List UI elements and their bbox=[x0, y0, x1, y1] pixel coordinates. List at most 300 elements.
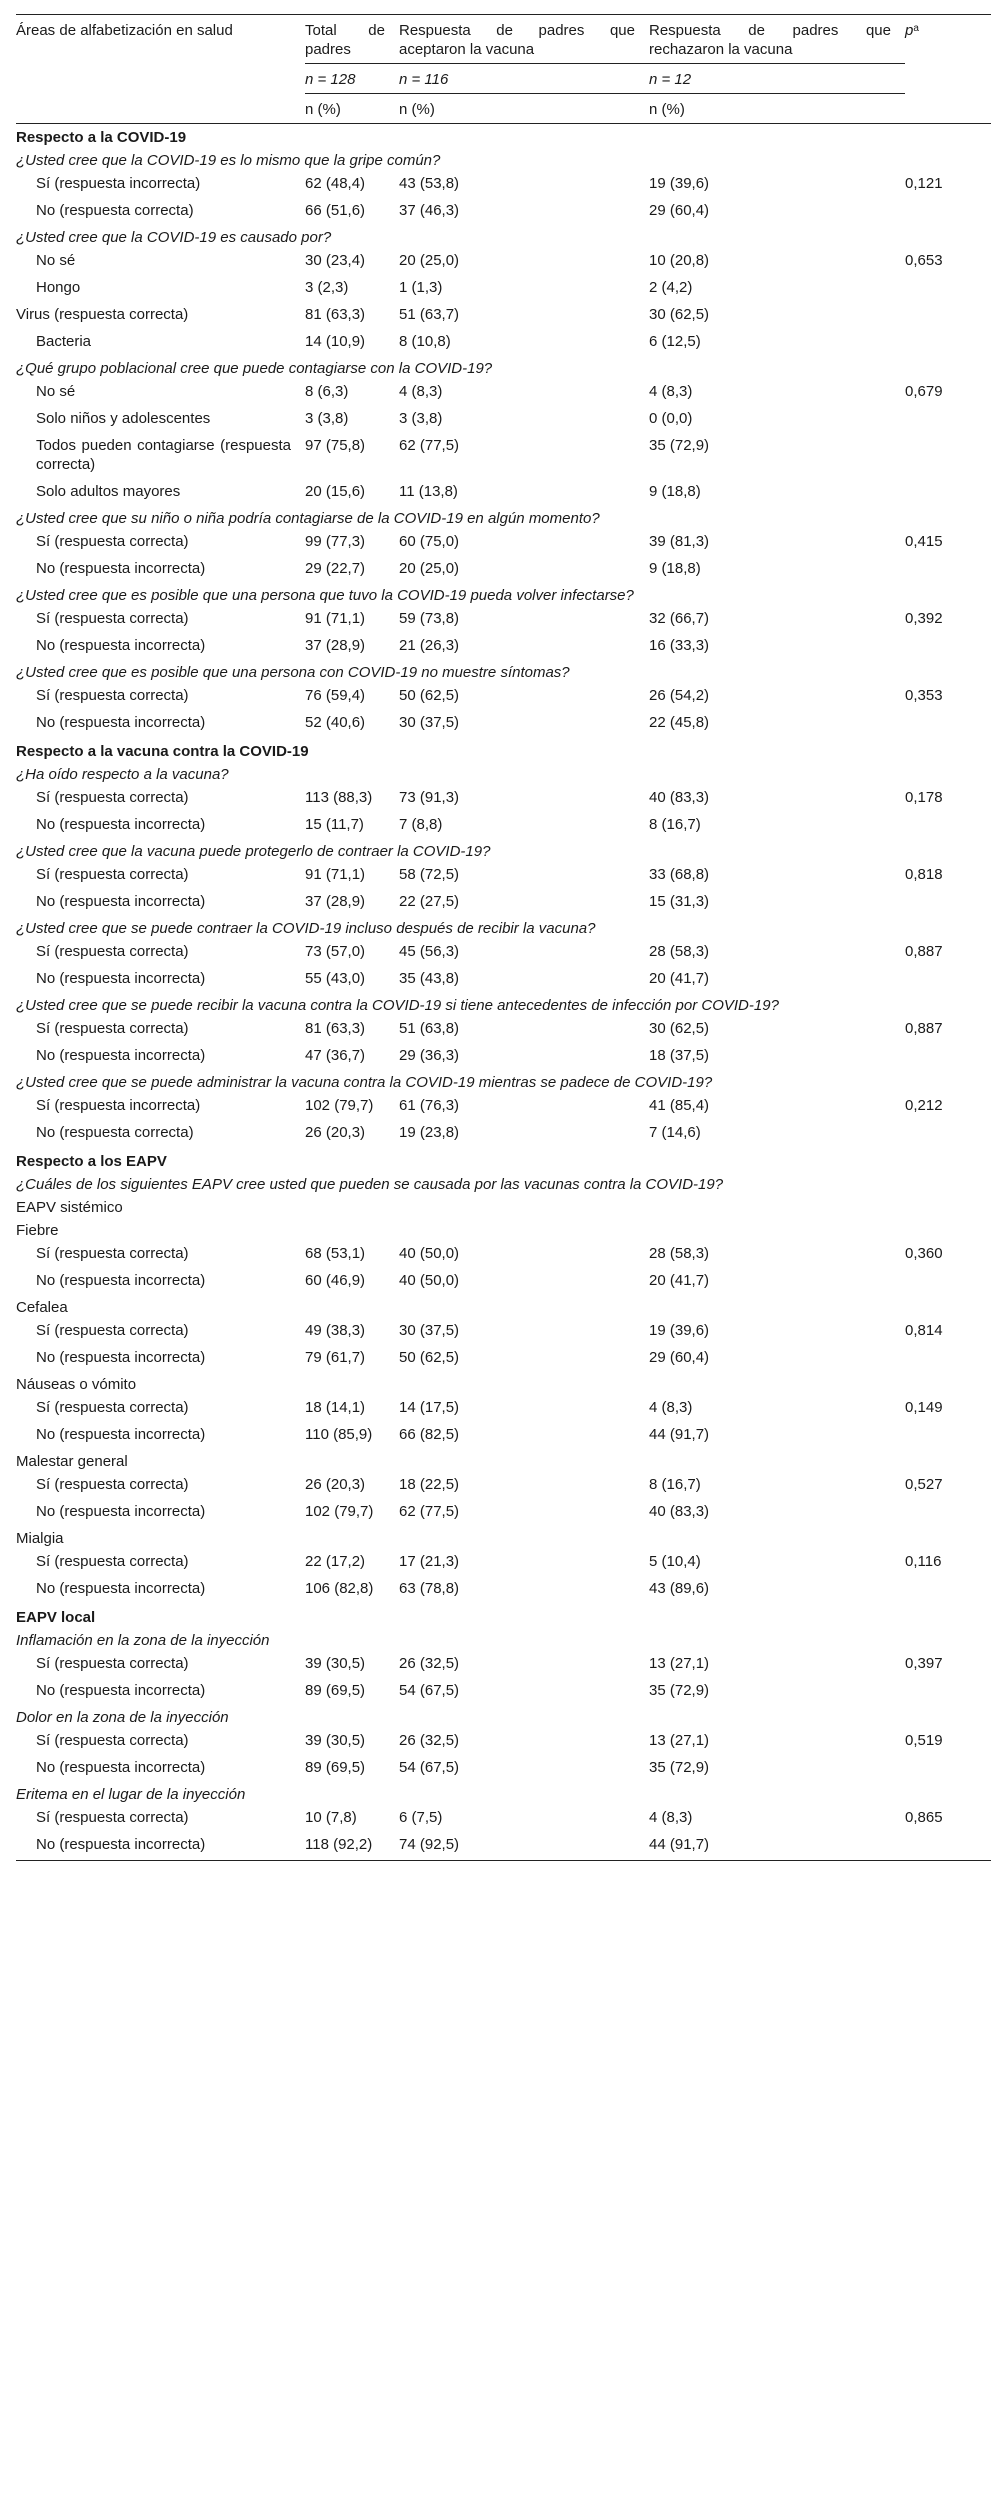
question-text: ¿Usted cree que su niño o niña podría contagiarse de la COVID-19 en algún momento? bbox=[16, 510, 600, 527]
answer-label: Sí (respuesta correcta) bbox=[36, 1399, 189, 1416]
table-row bbox=[16, 199, 991, 226]
question-text: ¿Usted cree que se puede contraer la COVID-19 incluso después de recibir la vacuna? bbox=[16, 920, 596, 937]
cell-reject: 26 (54,2) bbox=[649, 687, 710, 704]
cell-accept: 8 (10,8) bbox=[399, 333, 451, 350]
answer-label: Sí (respuesta correcta) bbox=[36, 1020, 189, 1037]
cell-reject: 8 (16,7) bbox=[649, 816, 701, 833]
answer-label: No sé bbox=[36, 383, 76, 400]
section-row bbox=[16, 738, 991, 763]
cell-total: 79 (61,7) bbox=[305, 1349, 366, 1366]
table-row bbox=[16, 1550, 991, 1577]
cell-total: 20 (15,6) bbox=[305, 483, 366, 500]
answer-label: No (respuesta incorrecta) bbox=[36, 893, 206, 910]
question-text: Eritema en el lugar de la inyección bbox=[16, 1786, 246, 1803]
cell-p-value bbox=[905, 1269, 991, 1296]
cell-reject: 15 (31,3) bbox=[649, 893, 710, 910]
cell-accept: 20 (25,0) bbox=[399, 560, 460, 577]
question-text: ¿Qué grupo poblacional cree que puede contagiarse con la COVID-19? bbox=[16, 360, 493, 377]
table-row bbox=[16, 863, 991, 890]
answer-label: No (respuesta incorrecta) bbox=[36, 1759, 206, 1776]
subgroup-row bbox=[16, 1296, 991, 1319]
cell-accept: 40 (50,0) bbox=[399, 1245, 460, 1262]
question-row bbox=[16, 994, 991, 1017]
cell-total: 89 (69,5) bbox=[305, 1682, 366, 1699]
cell-total: 102 (79,7) bbox=[305, 1503, 374, 1520]
cell-p-value: 0,149 bbox=[905, 1399, 943, 1416]
answer-label: No (respuesta incorrecta) bbox=[36, 1047, 206, 1064]
answer-label: No sé bbox=[36, 252, 76, 269]
cell-p-value: 0,360 bbox=[905, 1245, 943, 1262]
cell-total: 89 (69,5) bbox=[305, 1759, 366, 1776]
subgroup-row bbox=[16, 1450, 991, 1473]
cell-total: 30 (23,4) bbox=[305, 252, 366, 269]
cell-reject: 28 (58,3) bbox=[649, 943, 710, 960]
question-row bbox=[16, 507, 991, 530]
question-row bbox=[16, 357, 991, 380]
cell-accept: 60 (75,0) bbox=[399, 533, 460, 550]
cell-p-value bbox=[905, 557, 991, 584]
cell-total: 52 (40,6) bbox=[305, 714, 366, 731]
cell-total: 97 (75,8) bbox=[305, 437, 366, 454]
answer-label: No (respuesta incorrecta) bbox=[36, 1272, 206, 1289]
cell-p-value: 0,887 bbox=[905, 943, 943, 960]
subgroup-label: EAPV sistémico bbox=[16, 1199, 123, 1216]
cell-p-value: 0,865 bbox=[905, 1809, 943, 1826]
cell-reject: 22 (45,8) bbox=[649, 714, 710, 731]
cell-reject: 40 (83,3) bbox=[649, 1503, 710, 1520]
cell-total: 3 (3,8) bbox=[305, 410, 349, 427]
table-row bbox=[16, 1473, 991, 1500]
cell-p-value bbox=[905, 276, 991, 303]
cell-total: 10 (7,8) bbox=[305, 1809, 357, 1826]
cell-total: 37 (28,9) bbox=[305, 893, 366, 910]
header-areas: Áreas de alfabetización en salud bbox=[16, 15, 305, 64]
cell-reject: 18 (37,5) bbox=[649, 1047, 710, 1064]
cell-total: 73 (57,0) bbox=[305, 943, 366, 960]
table-row bbox=[16, 890, 991, 917]
section-row bbox=[16, 1148, 991, 1173]
answer-label: No (respuesta correcta) bbox=[36, 1124, 194, 1141]
cell-total: 29 (22,7) bbox=[305, 560, 366, 577]
cell-reject: 4 (8,3) bbox=[649, 1809, 693, 1826]
question-text: ¿Usted cree que la COVID-19 es causado por? bbox=[16, 229, 332, 246]
cell-accept: 63 (78,8) bbox=[399, 1580, 460, 1597]
cell-p-value bbox=[905, 890, 991, 917]
table-row bbox=[16, 1806, 991, 1833]
table-row bbox=[16, 684, 991, 711]
table-row bbox=[16, 1017, 991, 1044]
table-row bbox=[16, 434, 991, 480]
cell-accept: 50 (62,5) bbox=[399, 687, 460, 704]
question-text: ¿Ha oído respecto a la vacuna? bbox=[16, 766, 229, 783]
health-literacy-table bbox=[16, 14, 991, 1861]
table-row bbox=[16, 249, 991, 276]
cell-accept: 59 (73,8) bbox=[399, 610, 460, 627]
cell-reject: 44 (91,7) bbox=[649, 1426, 710, 1443]
section-title: Respecto a la vacuna contra la COVID-19 bbox=[16, 743, 309, 760]
header-p bbox=[905, 15, 991, 64]
cell-p-value bbox=[905, 967, 991, 994]
cell-accept: 54 (67,5) bbox=[399, 1682, 460, 1699]
table-header bbox=[16, 15, 991, 124]
subgroup-label: Náuseas o vómito bbox=[16, 1376, 137, 1393]
cell-accept: 18 (22,5) bbox=[399, 1476, 460, 1493]
table-row bbox=[16, 407, 991, 434]
cell-p-value: 0,818 bbox=[905, 866, 943, 883]
table-row bbox=[16, 480, 991, 507]
cell-total: 49 (38,3) bbox=[305, 1322, 366, 1339]
header-pct-accept: n (%) bbox=[399, 94, 649, 124]
cell-p-value bbox=[905, 1044, 991, 1071]
subgroup-label: Malestar general bbox=[16, 1453, 128, 1470]
table-row bbox=[16, 303, 991, 330]
cell-reject: 39 (81,3) bbox=[649, 533, 710, 550]
table-row bbox=[16, 1269, 991, 1296]
answer-label: Todos pueden contagiarse (respuesta correcta) bbox=[36, 437, 291, 473]
cell-total: 113 (88,3) bbox=[305, 789, 373, 806]
cell-accept: 51 (63,7) bbox=[399, 306, 460, 323]
table-row bbox=[16, 1729, 991, 1756]
table-container bbox=[16, 0, 992, 1861]
header-blank-1 bbox=[16, 64, 305, 94]
cell-reject: 2 (4,2) bbox=[649, 279, 693, 296]
subgroup-label: Cefalea bbox=[16, 1299, 68, 1316]
table-row bbox=[16, 380, 991, 407]
cell-accept: 43 (53,8) bbox=[399, 175, 460, 192]
cell-accept: 14 (17,5) bbox=[399, 1399, 460, 1416]
cell-p-value: 0,116 bbox=[905, 1553, 942, 1570]
cell-accept: 7 (8,8) bbox=[399, 816, 443, 833]
answer-label: Sí (respuesta correcta) bbox=[36, 1245, 189, 1262]
cell-accept: 54 (67,5) bbox=[399, 1759, 460, 1776]
table-row bbox=[16, 1346, 991, 1373]
cell-total: 62 (48,4) bbox=[305, 175, 366, 192]
cell-total: 76 (59,4) bbox=[305, 687, 366, 704]
cell-total: 8 (6,3) bbox=[305, 383, 349, 400]
cell-reject: 7 (14,6) bbox=[649, 1124, 701, 1141]
cell-p-value bbox=[905, 1121, 991, 1148]
cell-accept: 20 (25,0) bbox=[399, 252, 460, 269]
cell-total: 18 (14,1) bbox=[305, 1399, 366, 1416]
cell-reject: 0 (0,0) bbox=[649, 410, 693, 427]
cell-total: 22 (17,2) bbox=[305, 1553, 366, 1570]
cell-total: 102 (79,7) bbox=[305, 1097, 374, 1114]
question-row bbox=[16, 840, 991, 863]
subgroup-label: Fiebre bbox=[16, 1222, 59, 1239]
cell-p-value bbox=[905, 634, 991, 661]
cell-accept: 45 (56,3) bbox=[399, 943, 460, 960]
answer-label: Sí (respuesta correcta) bbox=[36, 1476, 189, 1493]
answer-label: No (respuesta incorrecta) bbox=[16, 1833, 305, 1861]
cell-accept: 21 (26,3) bbox=[399, 637, 460, 654]
cell-accept: 1 (1,3) bbox=[399, 279, 443, 296]
header-n-accept: n = 116 bbox=[399, 64, 649, 94]
cell-accept: 3 (3,8) bbox=[399, 410, 443, 427]
answer-label: No (respuesta incorrecta) bbox=[36, 816, 206, 833]
answer-label: Virus (respuesta correcta) bbox=[16, 306, 189, 323]
header-accept: Respuesta de padres que aceptaron la vacuna bbox=[399, 15, 649, 64]
table-row bbox=[16, 786, 991, 813]
table-row bbox=[16, 1577, 991, 1604]
header-pct-total: n (%) bbox=[305, 94, 399, 124]
question-text: ¿Usted cree que la COVID-19 es lo mismo que la gripe común? bbox=[16, 152, 441, 169]
cell-accept: 62 (77,5) bbox=[399, 437, 460, 454]
cell-accept: 37 (46,3) bbox=[399, 202, 460, 219]
answer-label: Sí (respuesta correcta) bbox=[36, 1655, 189, 1672]
question-row bbox=[16, 917, 991, 940]
cell-reject: 32 (66,7) bbox=[649, 610, 710, 627]
cell-reject: 30 (62,5) bbox=[649, 306, 710, 323]
answer-label: No (respuesta incorrecta) bbox=[36, 1426, 206, 1443]
cell-accept: 61 (76,3) bbox=[399, 1097, 460, 1114]
table-row bbox=[16, 813, 991, 840]
cell-accept: 19 (23,8) bbox=[399, 1124, 460, 1141]
cell-reject: 5 (10,4) bbox=[649, 1553, 701, 1570]
cell-reject: 4 (8,3) bbox=[649, 1399, 693, 1416]
cell-reject: 9 (18,8) bbox=[649, 483, 701, 500]
question-row bbox=[16, 763, 991, 786]
section-title: EAPV local bbox=[16, 1609, 96, 1626]
cell-accept: 50 (62,5) bbox=[399, 1349, 460, 1366]
answer-label: Solo niños y adolescentes bbox=[36, 410, 211, 427]
answer-label: No (respuesta incorrecta) bbox=[36, 1580, 206, 1597]
cell-total: 26 (20,3) bbox=[305, 1476, 366, 1493]
answer-label: Sí (respuesta correcta) bbox=[36, 789, 189, 806]
subgroup-row bbox=[16, 1219, 991, 1242]
cell-accept: 66 (82,5) bbox=[399, 1426, 460, 1443]
cell-total: 14 (10,9) bbox=[305, 333, 366, 350]
answer-label: Solo adultos mayores bbox=[36, 483, 181, 500]
cell-total: 60 (46,9) bbox=[305, 1272, 366, 1289]
cell-reject: 28 (58,3) bbox=[649, 1245, 710, 1262]
cell-reject: 13 (27,1) bbox=[649, 1655, 710, 1672]
cell-accept: 22 (27,5) bbox=[399, 893, 460, 910]
cell-reject: 35 (72,9) bbox=[649, 1759, 710, 1776]
cell-reject: 35 (72,9) bbox=[649, 437, 710, 454]
question-text: ¿Cuáles de los siguientes EAPV cree usted que pueden se causada por las vacunas contra la COVID-19? bbox=[16, 1176, 724, 1193]
cell-total: 106 (82,8) bbox=[305, 1580, 374, 1597]
header-n-reject: n = 12 bbox=[649, 64, 905, 94]
cell-accept: 51 (63,8) bbox=[399, 1020, 460, 1037]
cell-total: 15 (11,7) bbox=[305, 816, 364, 833]
cell-p-value bbox=[905, 1833, 991, 1861]
section-title: Respecto a los EAPV bbox=[16, 1153, 167, 1170]
cell-reject: 4 (8,3) bbox=[649, 383, 693, 400]
answer-label: Sí (respuesta incorrecta) bbox=[36, 1097, 201, 1114]
cell-reject: 6 (12,5) bbox=[649, 333, 701, 350]
question-row bbox=[16, 584, 991, 607]
section-row bbox=[16, 124, 991, 150]
cell-p-value bbox=[905, 711, 991, 738]
cell-total: 66 (51,6) bbox=[305, 202, 366, 219]
answer-label: Sí (respuesta correcta) bbox=[36, 1322, 189, 1339]
cell-accept: 30 (37,5) bbox=[399, 714, 460, 731]
cell-accept: 74 (92,5) bbox=[399, 1833, 649, 1861]
answer-label: No (respuesta correcta) bbox=[36, 202, 194, 219]
cell-accept: 29 (36,3) bbox=[399, 1047, 460, 1064]
question-text: ¿Usted cree que la vacuna puede protegerlo de contraer la COVID-19? bbox=[16, 843, 491, 860]
table-row bbox=[16, 1242, 991, 1269]
cell-accept: 26 (32,5) bbox=[399, 1732, 460, 1749]
question-text: ¿Usted cree que se puede administrar la vacuna contra la COVID-19 mientras se padece de COVID-19? bbox=[16, 1074, 713, 1091]
table-row bbox=[16, 1756, 991, 1783]
cell-reject: 41 (85,4) bbox=[649, 1097, 710, 1114]
answer-label: No (respuesta incorrecta) bbox=[36, 1682, 206, 1699]
cell-reject: 43 (89,6) bbox=[649, 1580, 710, 1597]
section-title: Respecto a la COVID-19 bbox=[16, 129, 187, 146]
cell-total: 118 (92,2) bbox=[305, 1833, 399, 1861]
cell-p-value: 0,178 bbox=[905, 789, 943, 806]
cell-p-value: 0,814 bbox=[905, 1322, 943, 1339]
cell-accept: 6 (7,5) bbox=[399, 1809, 443, 1826]
table-row bbox=[16, 1094, 991, 1121]
cell-reject: 40 (83,3) bbox=[649, 789, 710, 806]
answer-label: No (respuesta incorrecta) bbox=[36, 714, 206, 731]
cell-p-value bbox=[905, 1423, 991, 1450]
cell-accept: 73 (91,3) bbox=[399, 789, 460, 806]
table-row bbox=[16, 711, 991, 738]
header-reject: Respuesta de padres que rechazaron la vacuna bbox=[649, 15, 905, 64]
cell-reject: 35 (72,9) bbox=[649, 1682, 710, 1699]
table-row bbox=[16, 530, 991, 557]
cell-accept: 30 (37,5) bbox=[399, 1322, 460, 1339]
cell-reject: 13 (27,1) bbox=[649, 1732, 710, 1749]
cell-p-value bbox=[905, 330, 991, 357]
table-row bbox=[16, 1121, 991, 1148]
cell-reject: 19 (39,6) bbox=[649, 175, 710, 192]
cell-p-value bbox=[905, 1577, 991, 1604]
cell-accept: 17 (21,3) bbox=[399, 1553, 460, 1570]
answer-label: Sí (respuesta correcta) bbox=[36, 610, 189, 627]
table-row bbox=[16, 1319, 991, 1346]
table-row bbox=[16, 557, 991, 584]
cell-p-value: 0,212 bbox=[905, 1097, 943, 1114]
cell-accept: 26 (32,5) bbox=[399, 1655, 460, 1672]
cell-p-value bbox=[905, 1756, 991, 1783]
table-row bbox=[16, 607, 991, 634]
table-row bbox=[16, 967, 991, 994]
cell-p-value: 0,121 bbox=[905, 175, 943, 192]
cell-total: 26 (20,3) bbox=[305, 1124, 366, 1141]
question-row bbox=[16, 1783, 991, 1806]
question-text: ¿Usted cree que es posible que una persona con COVID-19 no muestre síntomas? bbox=[16, 664, 570, 681]
cell-reject: 9 (18,8) bbox=[649, 560, 701, 577]
answer-label: No (respuesta incorrecta) bbox=[36, 560, 206, 577]
cell-total: 55 (43,0) bbox=[305, 970, 366, 987]
cell-reject: 30 (62,5) bbox=[649, 1020, 710, 1037]
answer-label: No (respuesta incorrecta) bbox=[36, 637, 206, 654]
cell-p-value: 0,353 bbox=[905, 687, 943, 704]
answer-label: No (respuesta incorrecta) bbox=[36, 1349, 206, 1366]
answer-label: Sí (respuesta correcta) bbox=[36, 1553, 189, 1570]
cell-reject: 20 (41,7) bbox=[649, 970, 710, 987]
cell-p-value: 0,527 bbox=[905, 1476, 943, 1493]
question-row bbox=[16, 1071, 991, 1094]
cell-total: 81 (63,3) bbox=[305, 306, 366, 323]
cell-p-value bbox=[905, 1346, 991, 1373]
answer-label: Sí (respuesta correcta) bbox=[36, 943, 189, 960]
question-text: ¿Usted cree que se puede recibir la vacuna contra la COVID-19 si tiene antecedentes de infección por COVID-19? bbox=[16, 997, 779, 1014]
table-row bbox=[16, 1044, 991, 1071]
table-row bbox=[16, 940, 991, 967]
question-row bbox=[16, 1629, 991, 1652]
answer-label: Bacteria bbox=[36, 333, 92, 350]
question-text: Inflamación en la zona de la inyección bbox=[16, 1632, 270, 1649]
cell-total: 68 (53,1) bbox=[305, 1245, 366, 1262]
section-row bbox=[16, 1604, 991, 1629]
table-row bbox=[16, 1423, 991, 1450]
cell-accept: 11 (13,8) bbox=[399, 483, 458, 500]
subgroup-row bbox=[16, 1196, 991, 1219]
cell-p-value bbox=[905, 480, 991, 507]
cell-p-value bbox=[905, 1500, 991, 1527]
cell-reject: 16 (33,3) bbox=[649, 637, 710, 654]
table-row bbox=[16, 330, 991, 357]
table-row bbox=[16, 634, 991, 661]
subgroup-row bbox=[16, 1527, 991, 1550]
question-row bbox=[16, 661, 991, 684]
subgroup-row bbox=[16, 1373, 991, 1396]
cell-total: 91 (71,1) bbox=[305, 610, 366, 627]
cell-p-value: 0,519 bbox=[905, 1732, 943, 1749]
question-row bbox=[16, 226, 991, 249]
header-blank-2 bbox=[905, 64, 991, 94]
cell-reject: 33 (68,8) bbox=[649, 866, 710, 883]
table-row bbox=[16, 1652, 991, 1679]
cell-accept: 58 (72,5) bbox=[399, 866, 460, 883]
question-row bbox=[16, 1706, 991, 1729]
cell-p-value bbox=[905, 1679, 991, 1706]
answer-label: No (respuesta incorrecta) bbox=[36, 1503, 206, 1520]
cell-accept: 4 (8,3) bbox=[399, 383, 443, 400]
cell-total: 3 (2,3) bbox=[305, 279, 349, 296]
cell-p-value: 0,679 bbox=[905, 383, 943, 400]
header-blank-3 bbox=[16, 94, 305, 124]
cell-p-value bbox=[905, 303, 991, 330]
answer-label: Hongo bbox=[36, 279, 81, 296]
cell-p-value: 0,415 bbox=[905, 533, 943, 550]
header-p-sup: a bbox=[913, 23, 919, 34]
cell-p-value bbox=[905, 199, 991, 226]
cell-total: 37 (28,9) bbox=[305, 637, 366, 654]
cell-total: 99 (77,3) bbox=[305, 533, 366, 550]
table-row bbox=[16, 1396, 991, 1423]
cell-p-value: 0,887 bbox=[905, 1020, 943, 1037]
header-p-letter: p bbox=[905, 22, 914, 39]
answer-label: Sí (respuesta correcta) bbox=[36, 1809, 189, 1826]
cell-reject: 44 (91,7) bbox=[649, 1833, 905, 1861]
cell-accept: 40 (50,0) bbox=[399, 1272, 460, 1289]
answer-label: Sí (respuesta correcta) bbox=[36, 1732, 189, 1749]
cell-p-value: 0,653 bbox=[905, 252, 943, 269]
table-row bbox=[16, 276, 991, 303]
cell-total: 81 (63,3) bbox=[305, 1020, 366, 1037]
answer-label: No (respuesta incorrecta) bbox=[36, 970, 206, 987]
header-total: Total de padres bbox=[305, 15, 399, 64]
cell-total: 39 (30,5) bbox=[305, 1732, 366, 1749]
cell-total: 39 (30,5) bbox=[305, 1655, 366, 1672]
cell-reject: 29 (60,4) bbox=[649, 202, 710, 219]
header-pct-reject: n (%) bbox=[649, 94, 905, 124]
table-row bbox=[16, 1500, 991, 1527]
cell-reject: 8 (16,7) bbox=[649, 1476, 701, 1493]
header-blank-4 bbox=[905, 94, 991, 124]
cell-accept: 35 (43,8) bbox=[399, 970, 460, 987]
question-row bbox=[16, 1173, 991, 1196]
answer-label: Sí (respuesta incorrecta) bbox=[36, 175, 201, 192]
question-text: Dolor en la zona de la inyección bbox=[16, 1709, 229, 1726]
cell-p-value bbox=[905, 407, 991, 434]
